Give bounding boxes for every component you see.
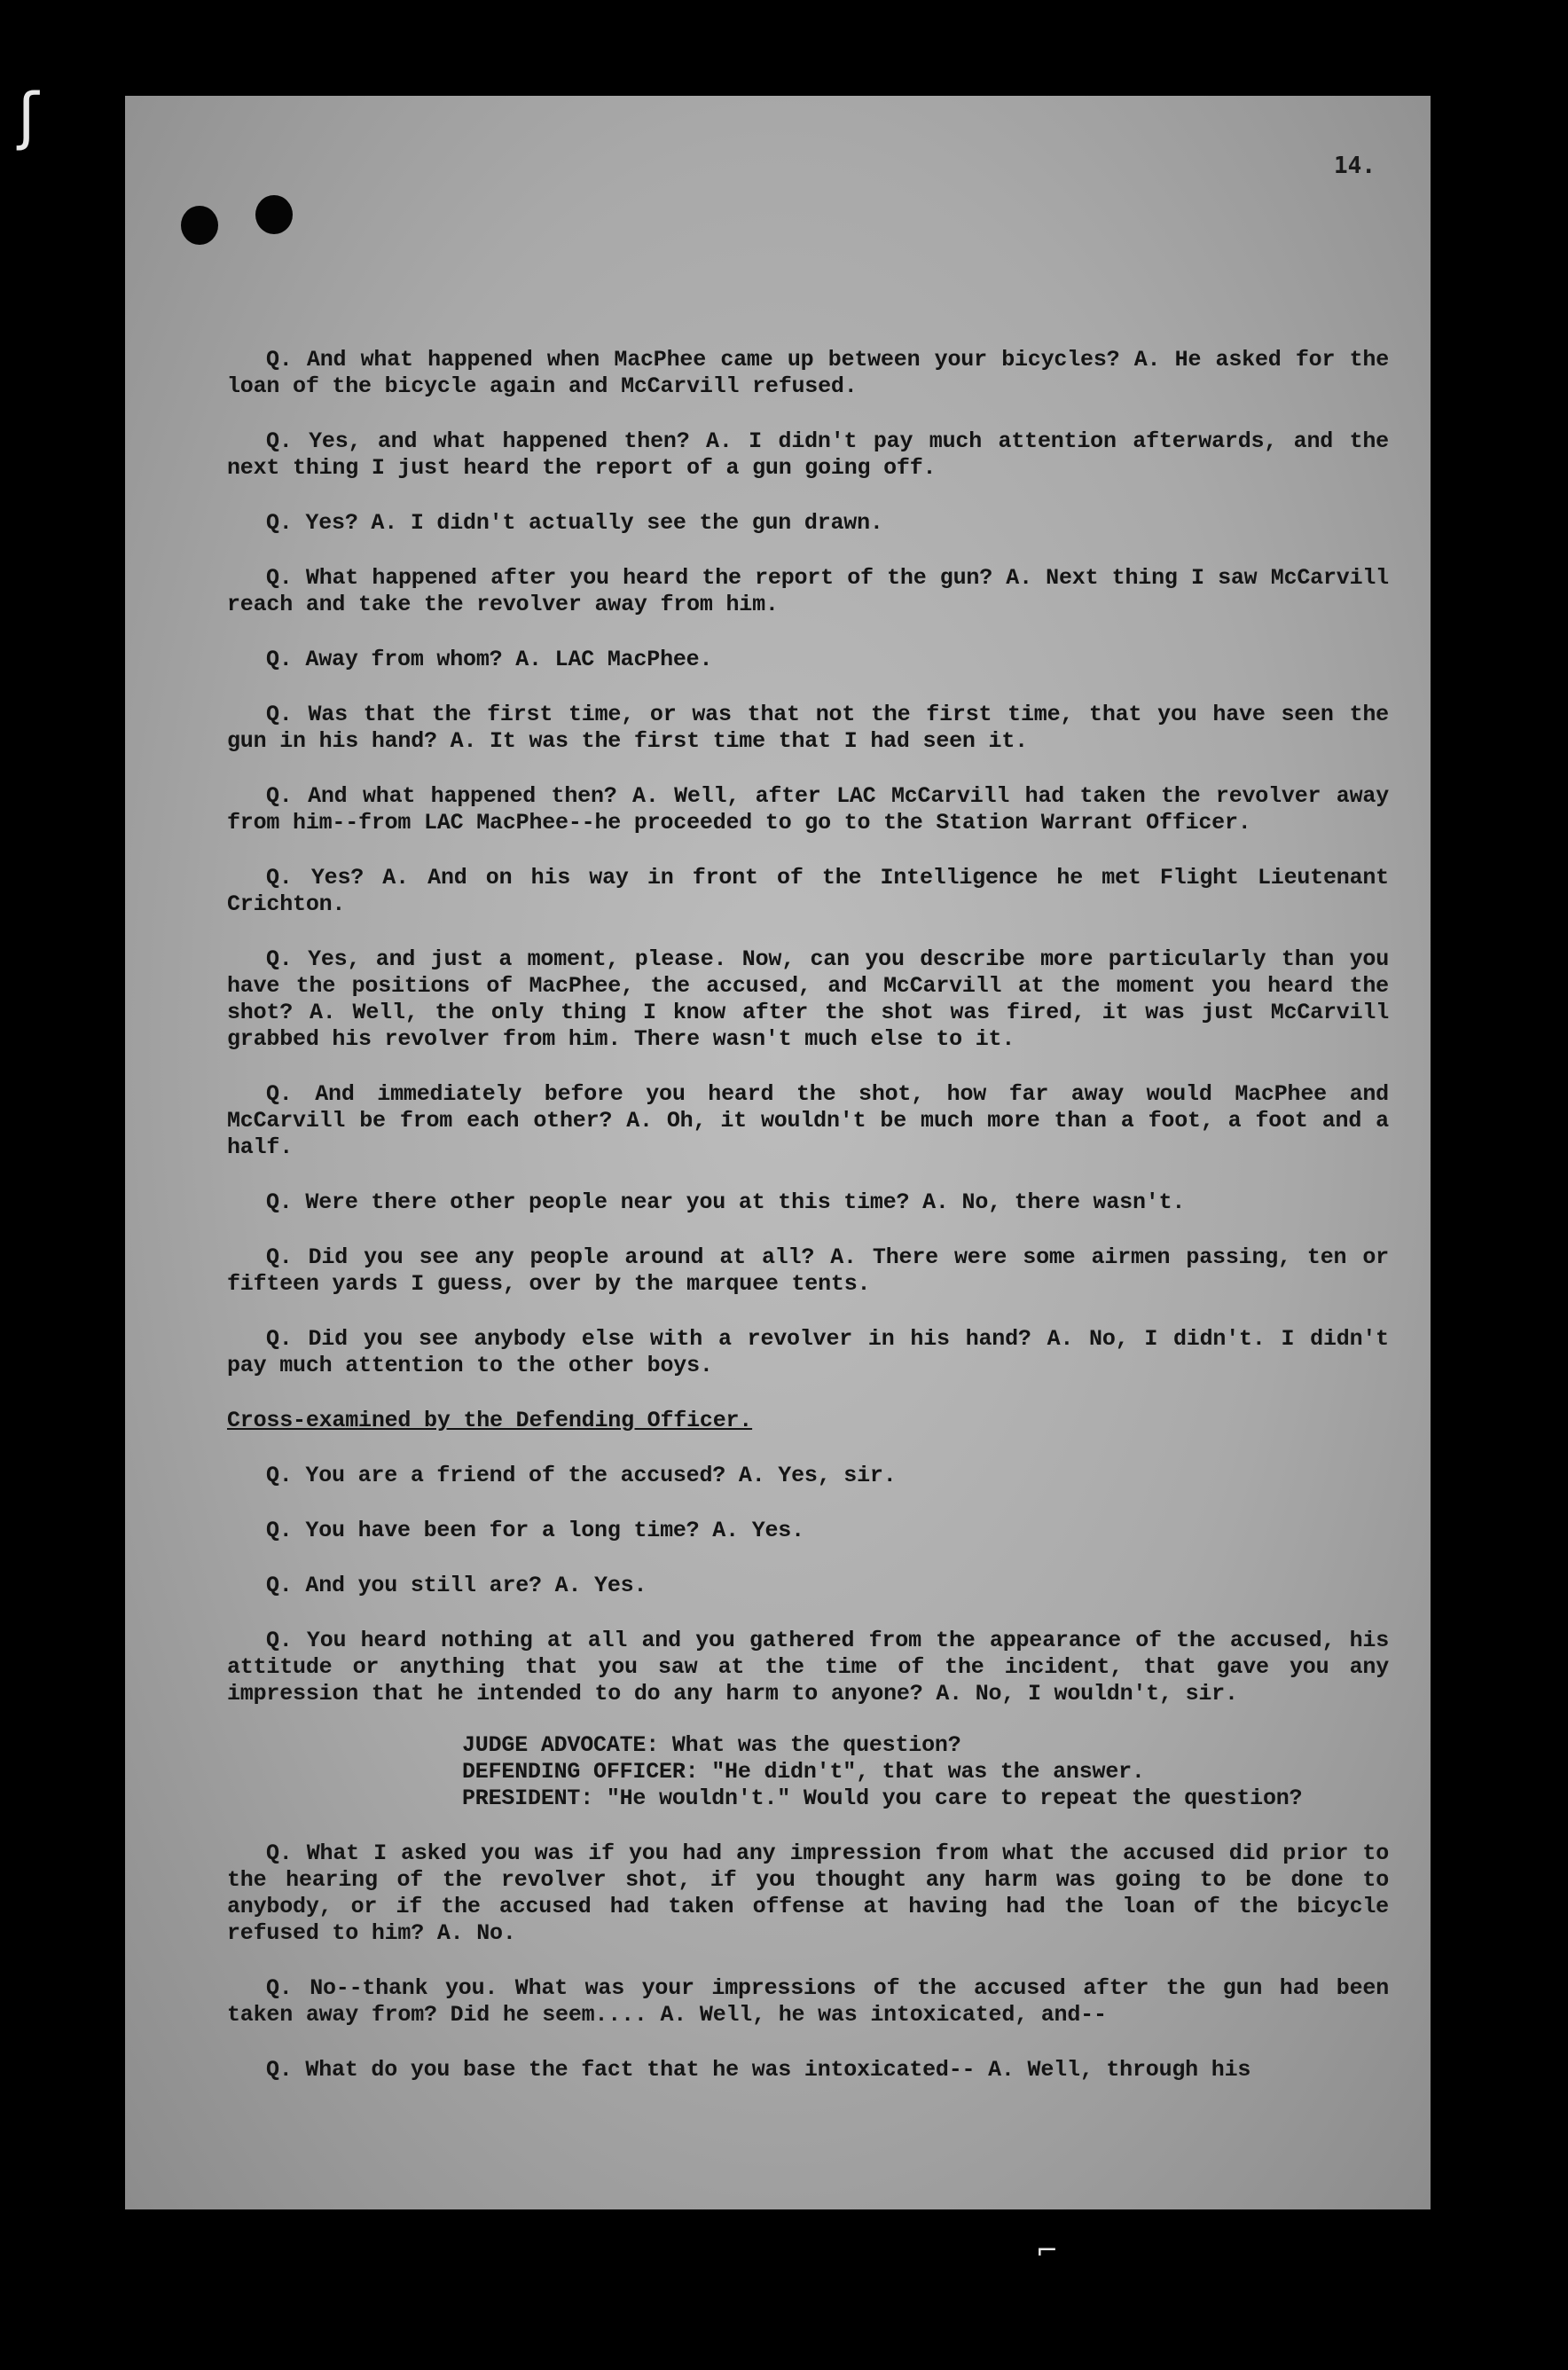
qa-paragraph: Q. You have been for a long time? A. Yes. — [266, 1518, 804, 1543]
qa-paragraph: Q. You are a friend of the accused? A. Yes, sir. — [266, 1463, 897, 1488]
qa-paragraph: Q. Yes? A. I didn't actually see the gun drawn. — [266, 510, 883, 536]
qa-paragraph: Q. Did you see anybody else with a revolver in his hand? A. No, I didn't. I didn't pay much attention to the other boys. — [227, 1326, 1389, 1378]
document-page — [125, 96, 1431, 2209]
qa-paragraph: Q. And what happened when MacPhee came up between your bicycles? A. He asked for the loan of the bicycle again and McCarvill refused. — [227, 347, 1389, 399]
margin-mark: ʃ — [18, 80, 39, 153]
qa-paragraph: Q. Was that the first time, or was that not the first time, that you have seen the gun in his hand? A. It was the first time that I had seen it. — [227, 702, 1389, 754]
qa-paragraph: Q. Away from whom? A. LAC MacPhee. — [266, 647, 713, 672]
qa-paragraph: Q. Were there other people near you at this time? A. No, there wasn't. — [266, 1189, 1186, 1215]
section-heading: Cross-examined by the Defending Officer. — [227, 1408, 753, 1433]
qa-paragraph: Q. What do you base the fact that he was intoxicated-- A. Well, through his — [266, 2057, 1251, 2083]
qa-paragraph: Q. Yes? A. And on his way in front of the Intelligence he met Flight Lieutenant Crichton. — [227, 865, 1389, 917]
interjection-line: PRESIDENT: "He wouldn't." Would you care to repeat the question? — [462, 1785, 1303, 1811]
transcript-body — [227, 347, 1389, 2112]
qa-paragraph: Q. And what happened then? A. Well, after LAC McCarvill had taken the revolver away from him--from LAC MacPhee--he proceeded to go to the Station Warrant Officer. — [227, 783, 1389, 836]
qa-paragraph: Q. And you still are? A. Yes. — [266, 1573, 647, 1598]
qa-paragraph: Q. Yes, and what happened then? A. I didn't pay much attention afterwards, and the next thing I just heard the report of a gun going off. — [227, 428, 1389, 481]
qa-paragraph: Q. Did you see any people around at all? A. There were some airmen passing, ten or fifteen yards I guess, over by the marquee tents. — [227, 1244, 1389, 1297]
scan-speck: ⌐ — [1036, 2235, 1059, 2266]
qa-paragraph: Q. No--thank you. What was your impressions of the accused after the gun had been taken away from? Did he seem.... A. Well, he was intoxicated, and-- — [227, 1975, 1389, 2028]
qa-paragraph: Q. What I asked you was if you had any impression from what the accused did prior to the hearing of the revolver shot, if you thought any harm was going to be done to anybody, or if the accused had taken offense at having had the loan of the bicycle refused to him? A. No. — [227, 1840, 1389, 1946]
interjection-line: JUDGE ADVOCATE: What was the question? — [462, 1732, 961, 1758]
punch-hole — [255, 195, 293, 234]
qa-paragraph: Q. And immediately before you heard the shot, how far away would MacPhee and McCarvill be from each other? A. Oh, it wouldn't be much more than a foot, a foot and a half. — [227, 1081, 1389, 1160]
page-number: 14. — [1334, 153, 1376, 179]
qa-paragraph: Q. What happened after you heard the report of the gun? A. Next thing I saw McCarvill reach and take the revolver away from him. — [227, 565, 1389, 617]
punch-hole — [181, 206, 218, 245]
qa-paragraph: Q. You heard nothing at all and you gathered from the appearance of the accused, his attitude or anything that you saw at the time of the incident, that gave you any impression that he intended to do any harm to anyone? A. No, I wouldn't, sir. — [227, 1628, 1389, 1707]
court-interjection — [462, 1732, 1389, 1812]
qa-paragraph: Q. Yes, and just a moment, please. Now, can you describe more particularly than you have the positions of MacPhee, the accused, and McCarvill at the moment you heard the shot? A. Well, the only thing I know after the shot was fired, it was just McCarvill grabbed his revolver from him. There wasn't much else to it. — [227, 946, 1389, 1052]
interjection-line: DEFENDING OFFICER: "He didn't", that was the answer. — [462, 1759, 1145, 1785]
